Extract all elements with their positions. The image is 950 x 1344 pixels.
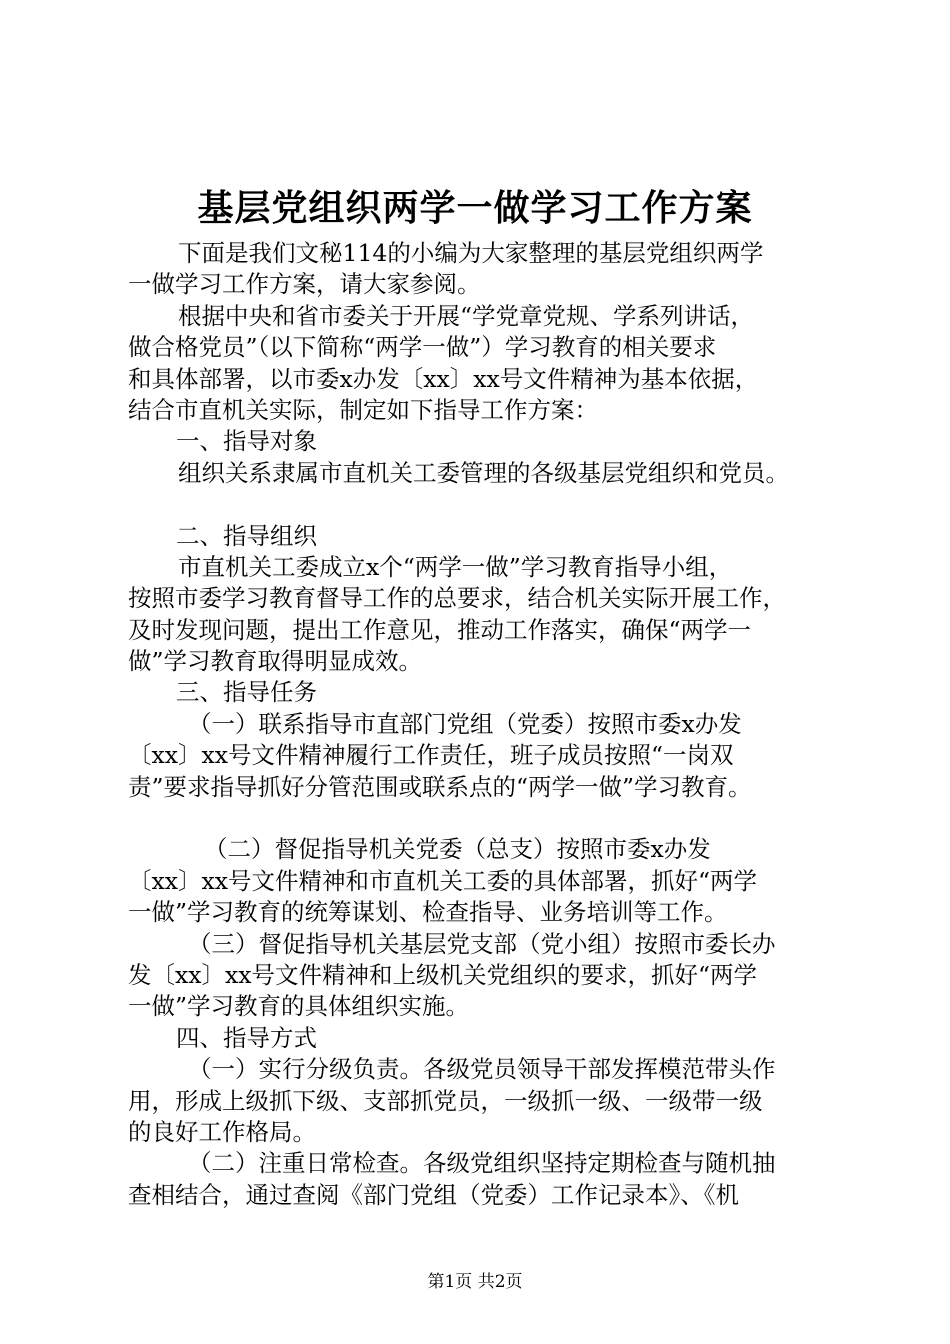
section-heading: 三、指导任务 [176,678,317,707]
text-line: 的良好工作格局。 [128,1117,316,1146]
text-line: 一做学习工作方案，请大家参阅。 [128,270,481,299]
text-line: 和具体部署，以市委x办发〔xx〕xx号文件精神为基本依据， [128,364,759,393]
text-line: 及时发现问题，提出工作意见，推动工作落实，确保“两学一 [128,615,752,644]
text-line: 组织关系隶属市直机关工委管理的各级基层党组织和党员。 [178,458,789,487]
text-line: （二）督促指导机关党委（总支）按照市委x办发 [204,835,711,864]
text-line: 查相结合，通过查阅《部门党组（党委）工作记录本》、《机 [128,1180,739,1209]
text-line: 一做”学习教育的统筹谋划、检查指导、业务培训等工作。 [128,898,728,927]
text-line: 做合格党员”（以下简称“两学一做”）学习教育的相关要求 [128,333,717,362]
page-footer: 第1页 共2页 [427,1272,523,1292]
text-line: 根据中央和省市委关于开展“学党章党规、学系列讲话， [178,301,755,330]
text-line: 发〔xx〕xx号文件精神和上级机关党组织的要求，抓好“两学 [128,960,758,989]
section-heading: 一、指导对象 [176,427,317,456]
text-line: 下面是我们文秘114的小编为大家整理的基层党组织两学 [178,239,764,267]
text-line: （二）注重日常检查。各级党组织坚持定期检查与随机抽 [188,1149,776,1178]
blank-line [128,489,840,520]
text-line: 〔xx〕xx号文件精神和市直机关工委的具体部署，抓好“两学 [128,866,758,895]
text-line: 用，形成上级抓下级、支部抓党员，一级抓一级、一级带一级 [128,1086,763,1115]
blank-line [128,803,840,834]
text-line: 结合市直机关实际，制定如下指导工作方案： [128,395,598,424]
document-title: 基层党组织两学一做学习工作方案 [197,187,753,229]
text-line: （三）督促指导机关基层党支部（党小组）按照市委长办 [188,929,776,958]
text-line: 责”要求指导抓好分管范围或联系点的“两学一做”学习教育。 [128,772,752,801]
document-body [128,238,840,1211]
section-heading: 二、指导组织 [176,521,317,550]
text-line: （一）联系指导市直部门党组（党委）按照市委x办发 [188,709,742,738]
section-heading: 四、指导方式 [176,1023,317,1052]
text-line: 按照市委学习教育督导工作的总要求，结合机关实际开展工作， [128,584,786,613]
text-line: 〔xx〕xx号文件精神履行工作责任，班子成员按照“一岗双 [128,741,734,770]
text-line: 做”学习教育取得明显成效。 [128,647,423,676]
text-line: （一）实行分级负责。各级党员领导干部发挥模范带头作 [188,1055,776,1084]
text-line: 一做”学习教育的具体组织实施。 [128,992,470,1021]
text-line: 市直机关工委成立x个“两学一做”学习教育指导小组， [178,552,733,581]
